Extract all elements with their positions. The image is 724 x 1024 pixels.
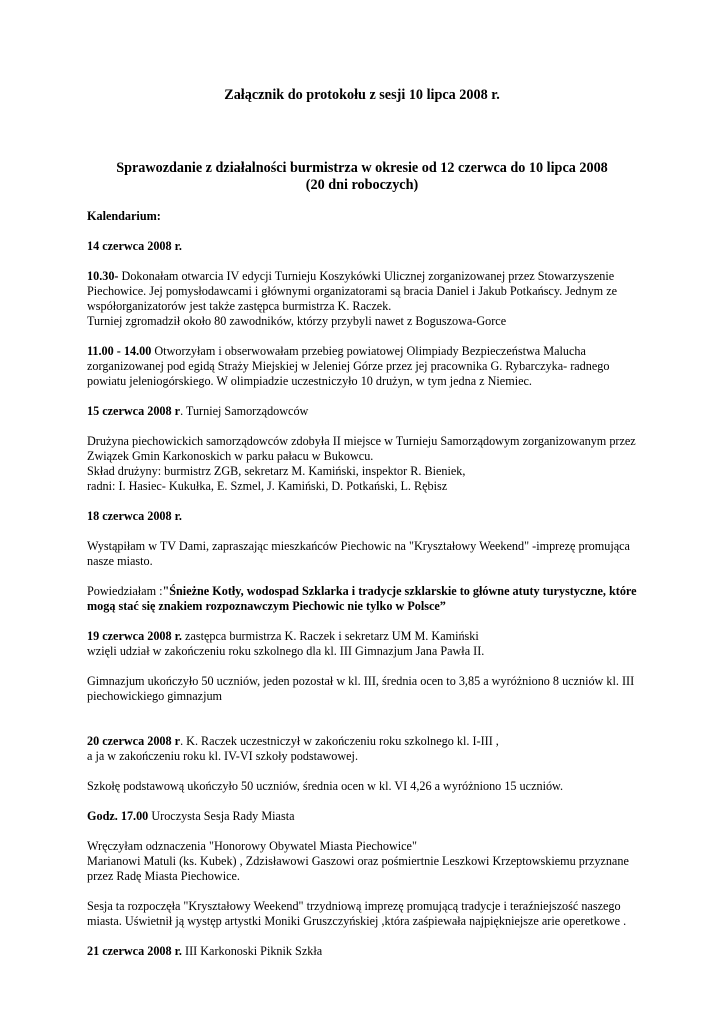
report-title	[0, 160, 724, 194]
paragraph-20-weekend: Sesja ta rozpoczęła "Kryształowy Weekend" trzydniową imprezę promującą tradycje i teraźniejszość naszego miasta. Uświetnił ją występ artystki Moniki Gruszczyńskiej ,która zaśpiewała najpiękniejsze arie operetkowe .	[87, 899, 627, 928]
document-body	[87, 209, 654, 974]
calendar-heading: Kalendarium:	[87, 209, 161, 223]
time-label: 11.00 - 14.00	[87, 344, 152, 358]
paragraph-19-stats: Gimnazjum ukończyło 50 uczniów, jeden pozostał w kl. III, średnia ocen to 3,85 a wyróżniono 8 uczniów kl. III piechowickiego gimnazjum	[87, 674, 635, 703]
entry-date-15: 15 czerwca 2008 r. Turniej Samorządowców	[87, 404, 309, 418]
report-title-line-2: (20 dni roboczych)	[305, 177, 419, 193]
paragraph-18-quote: Powiedziałam :"Śnieżne Kotły, wodospad Szklarka i tradycje szklarskie to główne atuty turystyczne, które mogą stać się znakiem rozpoznawczym Piechowic nie tylko w Polsce”	[87, 584, 637, 613]
paragraph-20-session: Godz. 17.00 Uroczysta Sesja Rady Miasta	[87, 809, 295, 823]
paragraph-20-awards: Wręczyłam odznaczenia "Honorowy Obywatel Miasta Piechowice" Marianowi Matuli (ks. Kubek) , Zdzisławowi Gaszowi oraz pośmiertnie Leszkowi Krzeptowskiemu przyznane przez Radę Miasta Piechowice.	[87, 839, 629, 883]
paragraph-15: Drużyna piechowickich samorządowców zdobyła II miejsce w Turnieju Samorządowym zorganizowanym przez Związek Gmin Karkonoskich w parku pałacu w Bukowcu. Skład drużyny: burmistrz ZGB, sekretarz M. Kamiński, inspektor R. Bieniek, radni: I. Hasiec- Kukułka, E. Szmel, J. Kamiński, D. Potkański, L. Rębisz	[87, 434, 636, 493]
paragraph-18-tv: Wystąpiłam w TV Dami, zapraszając mieszkańców Piechowic na "Kryształowy Weekend" -imprezę promująca nasze miasto.	[87, 539, 630, 568]
paragraph-19: 19 czerwca 2008 r. zastępca burmistrza K. Raczek i sekretarz UM M. Kamiński wzięli udział w zakończeniu roku szkolnego dla kl. III Gimnazjum Jana Pawła II.	[87, 629, 485, 658]
entry-date-21: 21 czerwca 2008 r. III Karkonoski Piknik Szkła	[87, 944, 323, 958]
attachment-title: Załącznik do protokołu z sesji 10 lipca 2008 r.	[224, 87, 500, 103]
paragraph-14-morning: 10.30- Dokonałam otwarcia IV edycji Turnieju Koszykówki Ulicznej zorganizowanej przez Stowarzyszenie Piechowice. Jej pomysłodawcami i głównymi organizatorami są bracia Daniel i Jakub Potkańscy. Jednym ze współorganizatorów jest także zastępca burmistrza K. Raczek. Turniej zgromadził około 80 zawodników, którzy przybyli nawet z Boguszowa-Gorce	[87, 269, 618, 328]
entry-date-20: 20 czerwca 2008 r	[87, 734, 181, 748]
time-label: Godz. 17.00	[87, 809, 149, 823]
time-label: 10.30-	[87, 269, 119, 283]
paragraph-20: 20 czerwca 2008 r. K. Raczek uczestniczył w zakończeniu roku szkolnego kl. I-III , a ja w zakończeniu roku kl. IV-VI szkoły podstawowej.	[87, 734, 499, 763]
paragraph-20-stats: Szkołę podstawową ukończyło 50 uczniów, średnia ocen w kl. VI 4,26 a wyróżniono 15 uczniów.	[87, 779, 564, 793]
paragraph-14-midday: 11.00 - 14.00 Otworzyłam i obserwowałam przebieg powiatowej Olimpiady Bezpieczeństwa Malucha zorganizowanej pod egidą Straży Miejskiej w Jeleniej Górze przez jej pracownika G. Rybarczyka- radnego powiatu jeleniogórskiego. W olimpiadzie uczestniczyło 10 drużyn, w tym jedna z Niemiec.	[87, 344, 610, 388]
entry-date-14: 14 czerwca 2008 r.	[87, 239, 182, 253]
report-title-line-1: Sprawozdanie z działalności burmistrza w okresie od 12 czerwca do 10 lipca 2008	[116, 160, 608, 176]
entry-date-18: 18 czerwca 2008 r.	[87, 509, 182, 523]
entry-date-19: 19 czerwca 2008 r.	[87, 629, 182, 643]
